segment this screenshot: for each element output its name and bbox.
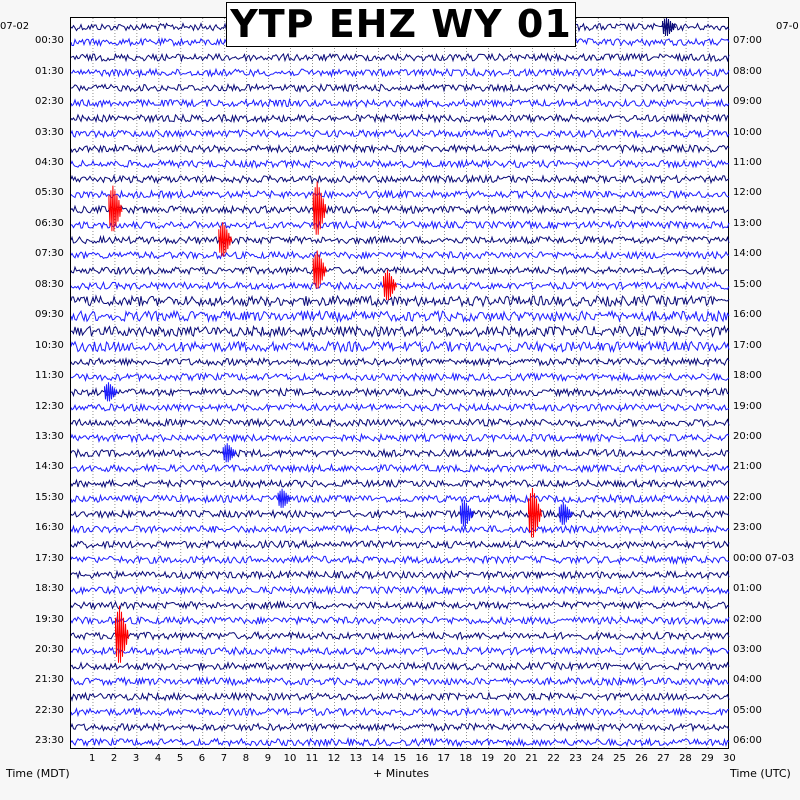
left-time-label: 03:30 (35, 126, 64, 138)
trace-7 (71, 115, 729, 122)
left-time-label: 06:30 (35, 217, 64, 229)
event-13 (116, 606, 129, 663)
seismogram-plot (71, 18, 730, 750)
event-3 (313, 182, 326, 235)
right-time-label: 08:00 (733, 65, 762, 77)
minute-tick-label: 16 (415, 753, 429, 764)
event-12 (559, 502, 572, 525)
minute-tick-label: 12 (327, 753, 341, 764)
trace-41 (71, 632, 729, 639)
right-time-label: 20:00 (733, 430, 762, 442)
left-time-label: 22:30 (35, 704, 64, 716)
bottom-axis-caption: + Minutes (373, 767, 430, 780)
left-axis-caption: Time (MDT) (6, 767, 70, 780)
trace-8 (71, 130, 729, 137)
minute-tick-label: 26 (635, 753, 648, 764)
trace-12 (71, 191, 729, 198)
left-time-label: 23:30 (35, 735, 64, 747)
trace-25 (71, 389, 729, 396)
right-time-label: 18:00 (733, 370, 762, 382)
minute-tick-label: 3 (132, 753, 140, 764)
left-time-label: 05:30 (35, 187, 64, 199)
left-time-label: 04:30 (35, 156, 64, 168)
right-time-label: 03:00 (733, 644, 762, 656)
minute-tick-label: 19 (481, 753, 495, 764)
trace-11 (71, 176, 729, 183)
minute-tick-label: 27 (657, 753, 670, 764)
left-time-label: 07:30 (35, 248, 64, 260)
right-time-label: 05:00 (733, 704, 762, 716)
trace-6 (71, 100, 729, 107)
trace-19 (71, 296, 729, 306)
trace-29 (71, 450, 729, 457)
trace-21 (71, 326, 729, 336)
trace-48 (71, 739, 729, 746)
trace-10 (71, 161, 729, 168)
trace-22 (71, 342, 729, 352)
trace-35 (71, 541, 729, 548)
trace-43 (71, 663, 729, 670)
event-8 (223, 443, 236, 462)
right-time-label: 10:00 (733, 126, 762, 138)
minute-tick-label: 18 (459, 753, 473, 764)
trace-18 (71, 282, 729, 289)
trace-26 (71, 404, 729, 411)
trace-46 (71, 708, 729, 715)
left-time-label: 20:30 (35, 644, 64, 656)
trace-32 (71, 495, 729, 502)
minute-tick-label: 13 (349, 753, 363, 764)
right-date-label: 07-0 (776, 21, 799, 32)
minute-tick-label: 4 (154, 753, 162, 764)
right-time-label: 09:00 (733, 96, 762, 108)
minute-tick-label: 10 (283, 753, 297, 764)
right-time-label: 14:00 (733, 248, 762, 260)
left-time-label: 01:30 (35, 65, 64, 77)
left-time-label: 08:30 (35, 278, 64, 290)
left-time-label: 09:30 (35, 309, 64, 321)
trace-24 (71, 374, 729, 381)
trace-30 (71, 465, 729, 472)
trace-27 (71, 419, 729, 426)
minute-tick-label: 9 (264, 753, 272, 764)
trace-40 (71, 617, 729, 624)
minute-tick-label: 25 (613, 753, 626, 764)
left-time-label: 21:30 (35, 674, 64, 686)
event-1 (663, 18, 676, 36)
plot-frame (70, 17, 729, 749)
minute-tick-label: 2 (110, 753, 118, 764)
trace-3 (71, 54, 729, 61)
trace-31 (71, 480, 729, 487)
trace-4 (71, 69, 729, 76)
left-time-label: 10:30 (35, 339, 64, 351)
trace-13 (71, 206, 729, 213)
right-time-label: 17:00 (733, 339, 762, 351)
minute-tick-label: 29 (701, 753, 714, 764)
minute-tick-label: 23 (569, 753, 582, 764)
trace-5 (71, 84, 729, 91)
event-11 (529, 488, 542, 537)
trace-9 (71, 145, 729, 152)
right-time-label: 07:00 (733, 35, 762, 47)
right-time-label: 00:00 07-03 (733, 552, 795, 564)
right-time-label: 22:00 (733, 491, 762, 503)
right-time-label: 02:00 (733, 613, 762, 625)
minute-tick-label: 20 (503, 753, 517, 764)
left-time-label: 00:30 (35, 35, 64, 47)
minute-tick-label: 21 (525, 753, 539, 764)
trace-15 (71, 237, 729, 244)
left-time-label: 16:30 (35, 522, 64, 534)
trace-14 (71, 221, 729, 228)
left-time-label: 17:30 (35, 552, 64, 564)
left-time-label: 18:30 (35, 583, 64, 595)
left-time-label: 14:30 (35, 461, 64, 473)
minute-tick-label: 28 (679, 753, 692, 764)
event-7 (105, 382, 118, 401)
chart-title: YTP EHZ WY 01 (226, 2, 576, 47)
trace-28 (71, 434, 729, 441)
right-time-label: 15:00 (733, 278, 762, 290)
minute-tick-label: 6 (198, 753, 206, 764)
trace-16 (71, 252, 729, 259)
right-time-label: 16:00 (733, 309, 762, 321)
minute-tick-label: 24 (591, 753, 604, 764)
trace-38 (71, 587, 729, 594)
minute-tick-label: 17 (437, 753, 451, 764)
left-date-label: 07-02 (0, 21, 30, 32)
trace-20 (71, 311, 729, 321)
left-time-label: 11:30 (35, 370, 64, 382)
right-time-label: 04:00 (733, 674, 762, 686)
minute-tick-label: 1 (88, 753, 96, 764)
trace-44 (71, 678, 729, 685)
right-time-label: 11:00 (733, 156, 762, 168)
right-time-label: 19:00 (733, 400, 762, 412)
trace-33 (71, 511, 729, 518)
minute-tick-label: 15 (393, 753, 407, 764)
left-time-label: 15:30 (35, 491, 64, 503)
left-time-label: 19:30 (35, 613, 64, 625)
trace-23 (71, 358, 729, 365)
trace-34 (71, 526, 729, 533)
left-time-label: 13:30 (35, 430, 64, 442)
minute-tick-label: 14 (371, 753, 385, 764)
minute-tick-label: 8 (242, 753, 250, 764)
minute-tick-label: 11 (305, 753, 319, 764)
right-time-label: 06:00 (733, 735, 762, 747)
trace-45 (71, 693, 729, 700)
minute-tick-label: 22 (547, 753, 560, 764)
right-time-label: 23:00 (733, 522, 762, 534)
right-time-label: 21:00 (733, 461, 762, 473)
right-time-label: 13:00 (733, 217, 762, 229)
right-time-label: 12:00 (733, 187, 762, 199)
trace-36 (71, 556, 729, 563)
trace-47 (71, 724, 729, 731)
trace-17 (71, 267, 729, 274)
trace-37 (71, 571, 729, 578)
right-axis-caption: Time (UTC) (730, 767, 791, 780)
minute-tick-label: 30 (723, 753, 736, 764)
minute-tick-label: 5 (176, 753, 184, 764)
left-time-label: 02:30 (35, 96, 64, 108)
trace-42 (71, 648, 729, 655)
right-time-label: 01:00 (733, 583, 762, 595)
trace-39 (71, 602, 729, 609)
left-time-label: 12:30 (35, 400, 64, 412)
minute-tick-label: 7 (220, 753, 228, 764)
